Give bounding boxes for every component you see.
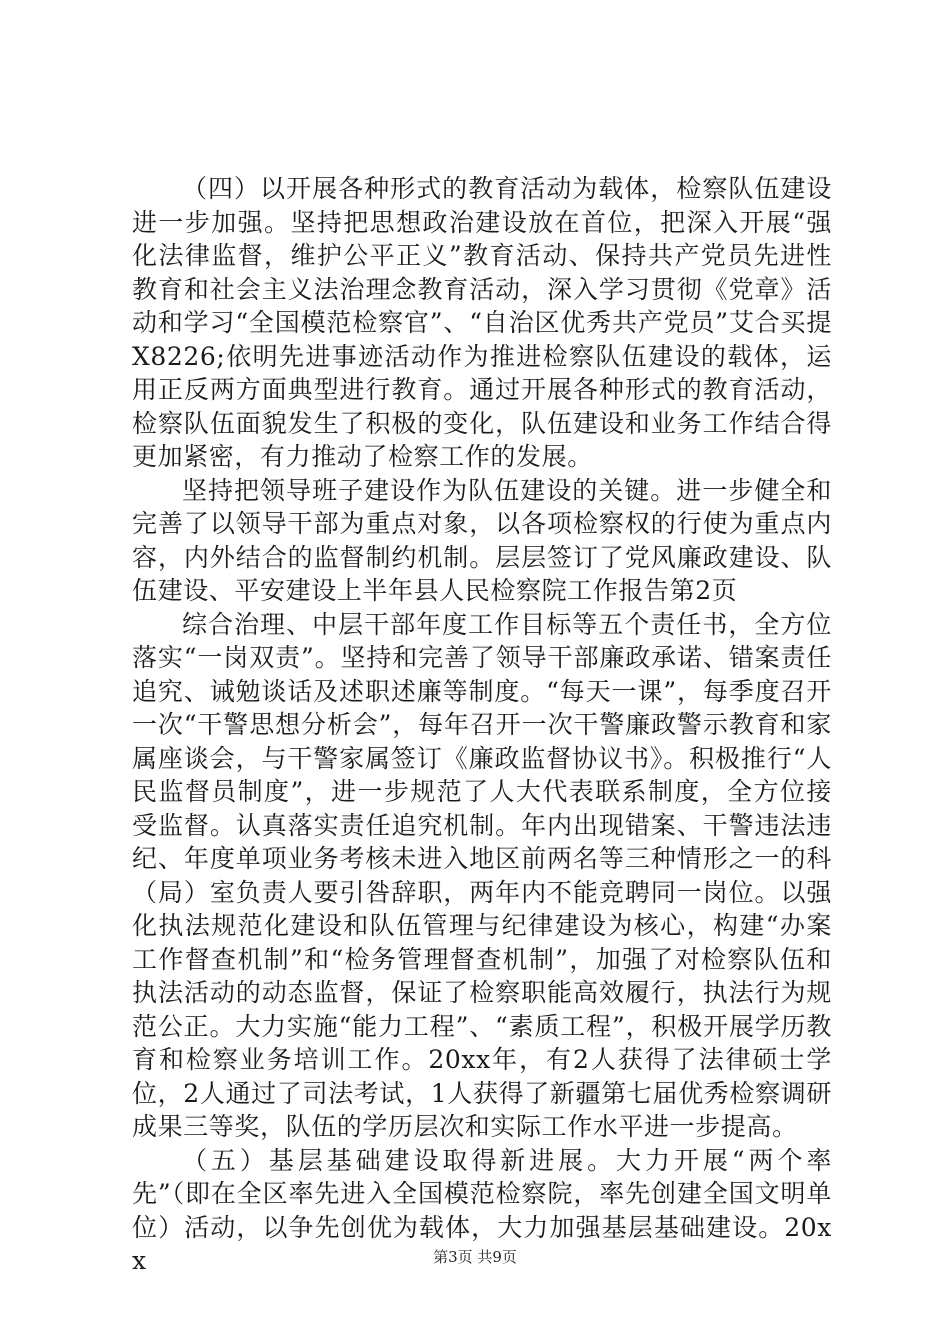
page-number-footer: 第3页 共9页	[433, 1248, 517, 1266]
document-body	[132, 172, 832, 1278]
paragraph-responsibility-system: 综合治理、中层干部年度工作目标等五个责任书，全方位落实“一岗双责”。坚持和完善了领导干部廉政承诺、错案责任追究、诫勉谈话及述职述廉等制度。“每天一课”，每季度召开一次“干警思想分析会”，每年召开一次干警廉政警示教育和家属座谈会，与干警家属签订《廉政监督协议书》。积极推行“人民监督员制度”，进一步规范了人大代表联系制度，全方位接受监督。认真落实责任追究机制。年内出现错案、干警违法违纪、年度单项业务考核未进入地区前两名等三种情形之一的科（局）室负责人要引咎辞职，两年内不能竞聘同一岗位。以强化执法规范化建设和队伍管理与纪律建设为核心，构建“办案工作督查机制”和“检务管理督查机制”，加强了对检察队伍和执法活动的动态监督，保证了检察职能高效履行，执法行为规范公正。大力实施“能力工程”、“素质工程”，积极开展学历教育和检察业务培训工作。20xx年，有2人获得了法律硕士学位，2人通过了司法考试，1人获得了新疆第七届优秀检察调研成果三等奖，队伍的学历层次和实际工作水平进一步提高。	[132, 609, 832, 1141]
paragraph-grassroots-building: （五）基层基础建设取得新进展。大力开展“两个率先”（即在全区率先进入全国模范检察院，率先创建全国文明单位）活动，以争先创优为载体，大力加强基层基础建设。20xx	[132, 1145, 832, 1275]
paragraph-education-activities: （四）以开展各种形式的教育活动为载体，检察队伍建设进一步加强。坚持把思想政治建设放在首位，把深入开展“强化法律监督，维护公平正义”教育活动、保持共产党员先进性教育和社会主义法治理念教育活动，深入学习贯彻《党章》活动和学习“全国模范检察官”、“自治区优秀共产党员”艾合买提X8226;依明先进事迹活动作为推进检察队伍建设的载体，运用正反两方面典型进行教育。通过开展各种形式的教育活动，检察队伍面貌发生了积极的变化，队伍建设和业务工作结合得更加紧密，有力推动了检察工作的发展。	[132, 174, 832, 471]
paragraph-leadership-building: 坚持把领导班子建设作为队伍建设的关键。进一步健全和完善了以领导干部为重点对象，以各项检察权的行使为重点内容，内外结合的监督制约机制。层层签订了党风廉政建设、队伍建设、平安建设上半年县人民检察院工作报告第2页	[132, 475, 832, 605]
